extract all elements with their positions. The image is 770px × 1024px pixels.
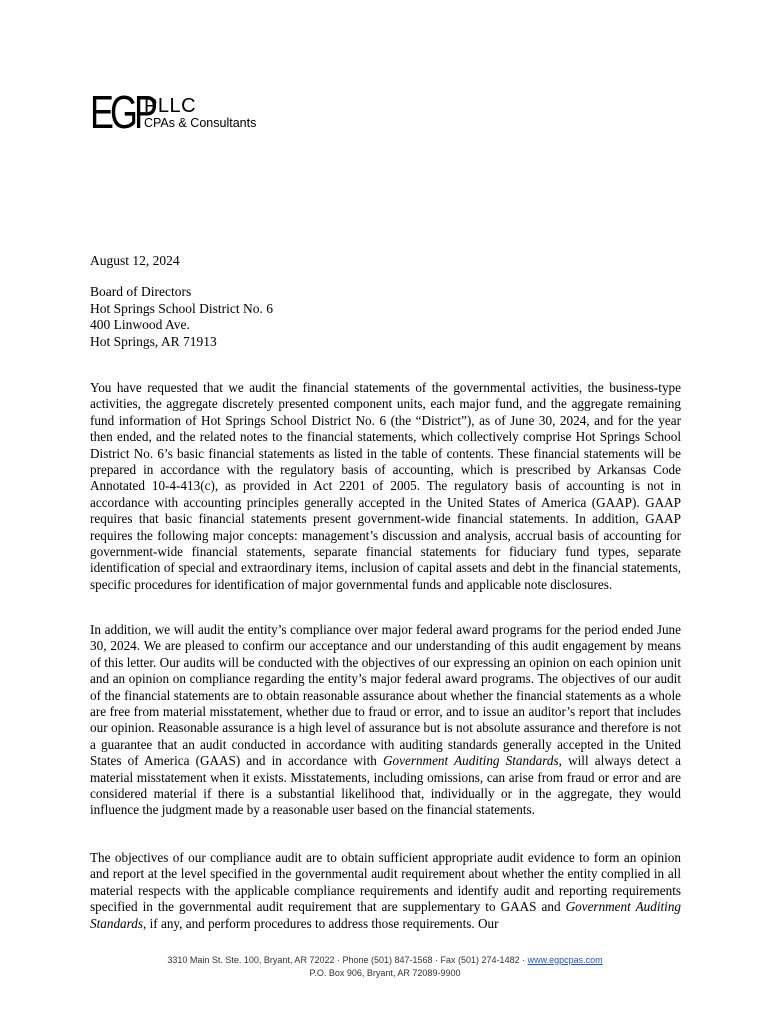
paragraph-audit-scope: You have requested that we audit the financial statements of the governmental activities, the business-type activities, the aggregate discretely presented component units, each major fund, and the aggregate remaining fund information of Hot Springs School District No. 6 (the “District”), as of June 30, 2024, and for the year then ended, and the related notes to the financial statements, which collectively comprise Hot Springs School District No. 6’s basic financial statements as listed in the table of contents. These financial statements will be prepared in accordance with the regulatory basis of accounting, which is prescribed by Arkansas Code Annotated 10-4-413(c), as provided in Act 2201 of 2005. The regulatory basis of accounting is not in accordance with accounting principles generally accepted in the United States of America (GAAP). GAAP requires that basic financial statements present government-wide financial statements. In addition, GAAP requires the following major concepts: management’s discussion and analysis, accrual basis of accounting for government-wide financial statements, separate financial statements for fiduciary fund types, separate identification of special and extraordinary items, inclusion of capital assets and debt in the financial statements, specific procedures for identification of major governmental funds and applicable note disclosures. [90, 380, 681, 592]
recipient-line: 400 Linwood Ave. [90, 317, 190, 332]
letter-date: August 12, 2024 [90, 253, 180, 268]
paragraph-compliance-objectives [90, 850, 681, 932]
logo-firm-name: PLLC [144, 95, 197, 117]
website-link[interactable]: www.egpcpas.com [527, 955, 603, 965]
logo-tagline: CPAs & Consultants [144, 116, 257, 130]
recipient-line: Board of Directors [90, 284, 192, 299]
paragraph-text: In addition, we will audit the entity’s compliance over major federal award programs for the period ended June 30, 2024. We are pleased to confirm our acceptance and our understanding of this audit engagement by means of this letter. Our audits will be conducted with the objectives of our expressing an opinion on each opinion unit and an opinion on compliance regarding the entity’s major federal award programs. The objectives of our audit of the financial statements are to obtain reasonable assurance about whether the financial statements as a whole are free from material misstatement, whether due to fraud or error, and to issue an auditor’s report that includes our opinion. Reasonable assurance is a high level of assurance but is not absolute assurance and therefore is not a guarantee that an audit conducted in accordance with auditing standards generally accepted in the United States of America (GAAS) and in accordance with [90, 622, 681, 769]
footer-po-box: P.O. Box 906, Bryant, AR 72089-9900 [309, 968, 461, 978]
gas-title: Government Auditing Standards [383, 753, 559, 769]
recipient-line: Hot Springs, AR 71913 [90, 333, 217, 349]
recipient-address [90, 284, 273, 350]
paragraph-text: , if any, and perform procedures to address those requirements. Our [143, 915, 499, 931]
gas-title: Government Auditing Standards [90, 899, 681, 931]
recipient-line: Hot Springs School District No. 6 [90, 300, 274, 316]
paragraph-audit-objectives [90, 622, 681, 819]
footer-address: 3310 Main St. Ste. 100, Bryant, AR 72022 · Phone (501) 847-1568 · Fax (501) 274-1482 · [167, 955, 528, 965]
footer-address-line [0, 954, 770, 967]
logo-mark: EGP [90, 86, 155, 138]
firm-logo [90, 86, 257, 138]
letterhead-footer [0, 954, 770, 980]
paragraph-text: The objectives of our compliance audit are to obtain sufficient appropriate audit evidence to form an opinion and report at the level specified in the governmental audit requirement about whether the entity complied in all material respects with the applicable compliance requirements and identify audit and reporting requirements specified in the governmental audit requirement that are supplementary to GAAS and [90, 850, 681, 915]
paragraph-text: , will always detect a material misstatement when it exists. Misstatements, including omissions, can arise from fraud or error and are considered material if there is a substantial likelihood that, individually or in the aggregate, they would influence the judgment made by a reasonable user based on the financial statements. [90, 753, 681, 818]
logo-text [144, 92, 256, 130]
